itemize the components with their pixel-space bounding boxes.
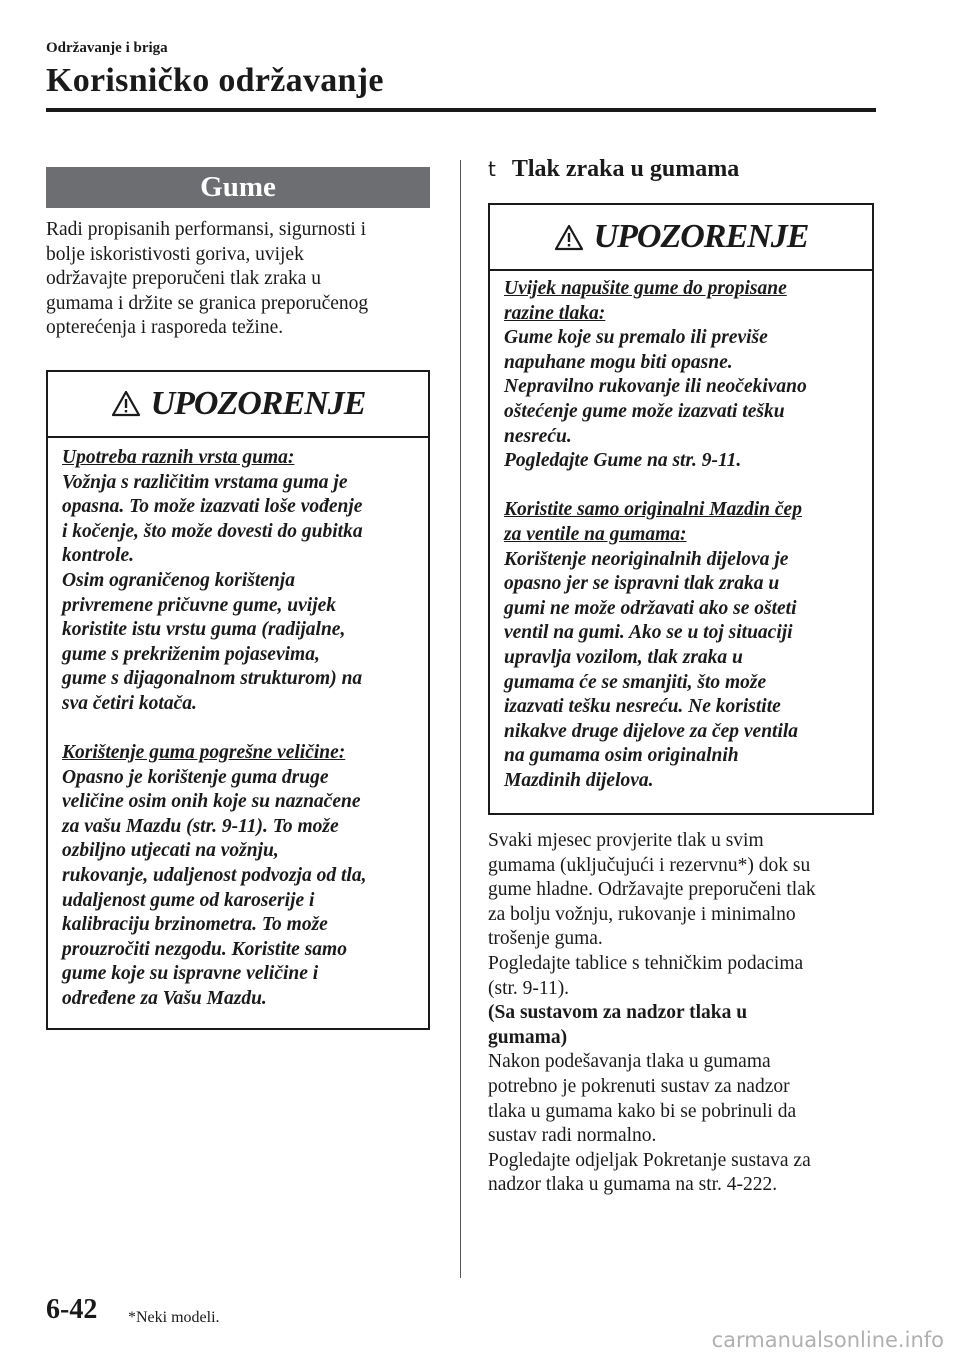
warning-heading-line: Korištenje guma pogrešne veličine:: [62, 742, 346, 764]
text-line: opasna. To može izazvati loše vođenje: [62, 496, 363, 518]
text-line: Svaki mjesec provjerite tlak u svim: [488, 830, 764, 851]
text-line: bolje iskoristivosti goriva, uvijek: [46, 243, 304, 265]
text-line: gume s dijagonalnom strukturom) na: [62, 668, 363, 690]
text-line: izazvati tešku nesreću. Ne koristite: [504, 696, 781, 718]
text-line: udaljenost gume od karoserije i: [62, 889, 315, 911]
warning-heading-line: za ventile na gumama:: [504, 523, 687, 545]
text-line: nikakve druge dijelove za čep ventila: [504, 720, 799, 742]
text-line: upravlja vozilom, tlak zraka u: [504, 646, 743, 668]
text-line: Osim ograničenog korištenja: [62, 569, 295, 591]
text-line: veličine osim onih koje su naznačene: [62, 791, 361, 813]
warning-title: UPOZORENJE: [593, 218, 809, 255]
text-line: Radi propisanih performansi, sigurnosti i: [46, 219, 367, 240]
text-line: Pogledajte Gume na str. 9-11.: [504, 450, 742, 472]
text-line: napuhane mogu biti opasne.: [504, 351, 733, 373]
warning-triangle-icon: [111, 390, 141, 417]
warning-box-tyres: [46, 370, 430, 1030]
text-line: Nepravilno rukovanje ili neočekivano: [504, 376, 807, 398]
text-line: potrebno je pokrenuti sustav za nadzor: [488, 1075, 790, 1097]
title-rule: [46, 108, 876, 112]
warning-heading-line: Upotreba raznih vrsta guma:: [62, 446, 295, 468]
warning-triangle-icon: [554, 224, 584, 251]
chapter-title: Korisničko održavanje: [46, 62, 384, 99]
text-line: gume koje su ispravne veličine i: [62, 963, 319, 985]
footnote: *Neki modeli.: [128, 1309, 220, 1326]
bold-text-line: gumama): [488, 1026, 568, 1048]
column-divider: [460, 160, 461, 1278]
watermark: carmanualsonline.info: [711, 1328, 944, 1352]
text-line: ozbiljno utjecati na vožnju,: [62, 840, 279, 862]
text-line: Mazdinih dijelova.: [504, 769, 654, 791]
page-number: 6-42: [46, 1294, 98, 1325]
text-line: opasno jer se ispravni tlak zraka u: [504, 573, 780, 595]
text-line: sustav radi normalno.: [488, 1125, 657, 1147]
text-line: za vašu Mazdu (str. 9-11). To može: [62, 815, 339, 837]
text-line: određene za Vašu Mazdu.: [62, 988, 267, 1010]
text-line: nesreću.: [504, 425, 572, 447]
text-line: i kočenje, što može dovesti do gubitka: [62, 520, 363, 542]
text-line: na gumama osim originalnih: [504, 745, 739, 767]
subheading-text: Tlak zraka u gumama: [511, 156, 740, 182]
text-line: kalibraciju brzinometra. To može: [62, 914, 328, 936]
text-line: opterećenja i rasporeda težine.: [46, 317, 284, 339]
warning-body: [490, 271, 872, 803]
text-line: Nakon podešavanja tlaka u gumama: [488, 1051, 771, 1073]
text-line: koristite istu vrstu guma (radijalne,: [62, 619, 346, 641]
left-column: [46, 167, 430, 1030]
paragraph-gap: [62, 717, 416, 742]
text-line: rukovanje, udaljenost podvozja od tla,: [62, 865, 367, 887]
text-line: održavajte preporučeni tlak zraka u: [46, 268, 322, 290]
warning-header: [48, 372, 428, 438]
text-line: privremene pričuvne gume, uvijek: [62, 594, 337, 616]
text-line: sva četiri kotača.: [62, 692, 197, 714]
text-line: gumama (uključujući i rezervnu*) dok su: [488, 854, 811, 876]
text-line: nadzor tlaka u gumama na str. 4-222.: [488, 1174, 778, 1196]
text-line: gumama i držite se granica preporučenog: [46, 292, 369, 314]
text-line: ventil na gumi. Ako se u toj situaciji: [504, 622, 793, 644]
warning-heading-line: Koristite samo originalni Mazdin čep: [504, 499, 802, 521]
text-line: gume hladne. Održavajte preporučeni tlak: [488, 879, 816, 901]
text-line: Vožnja s različitim vrstama guma je: [62, 471, 348, 493]
section-banner: Gume: [46, 167, 430, 208]
text-line: gumama će se smanjiti, što može: [504, 671, 767, 693]
text-line: Korištenje neoriginalnih dijelova je: [504, 548, 789, 570]
text-line: kontrole.: [62, 545, 135, 567]
right-column: [488, 156, 874, 1198]
text-line: gumi ne može održavati ako se ošteti: [504, 597, 797, 619]
text-line: gume s prekriženim pojasevima,: [62, 643, 320, 665]
warning-heading-line: razine tlaka:: [504, 302, 606, 324]
text-line: Pogledajte odjeljak Pokretanje sustava za: [488, 1149, 811, 1171]
warning-box-pressure: [488, 203, 874, 815]
intro-paragraph: [46, 218, 430, 341]
text-line: Opasno je korištenje guma druge: [62, 766, 329, 788]
text-line: oštećenje gume može izazvati tešku: [504, 400, 785, 422]
text-line: za bolju vožnju, rukovanje i minimalno: [488, 903, 796, 925]
text-line: trošenje guma.: [488, 928, 603, 950]
warning-title: UPOZORENJE: [150, 384, 366, 422]
text-line: Gume koje su premalo ili previše: [504, 327, 768, 349]
warning-header: [490, 205, 872, 271]
text-line: tlaka u gumama kako bi se pobrinuli da: [488, 1100, 797, 1122]
section-label: Održavanje i briga: [46, 40, 168, 56]
subheading-tyre-pressure: [488, 156, 874, 183]
paragraph-gap: [504, 474, 860, 499]
warning-body: [48, 438, 428, 1022]
pressure-paragraph: [488, 829, 874, 1198]
text-line: Pogledajte tablice s tehničkim podacima: [488, 952, 804, 974]
warning-heading-line: Uvijek napušite gume do propisane: [504, 278, 787, 299]
bold-text-line: (Sa sustavom za nadzor tlaka u: [488, 1002, 748, 1024]
bullet-marker: t: [488, 157, 496, 181]
text-line: prouzročiti nezgodu. Koristite samo: [62, 938, 347, 960]
text-line: (str. 9-11).: [488, 977, 570, 999]
